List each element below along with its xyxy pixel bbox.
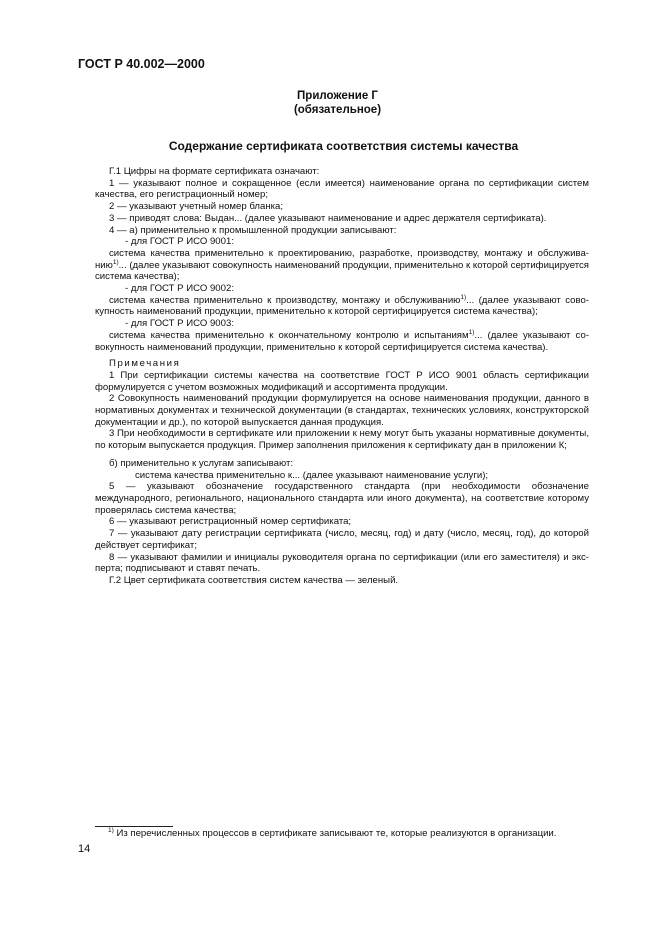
text-9003-part-a: система качества применительно к окончательному контролю и испытаниям xyxy=(109,329,469,341)
text-9003-part-b: ... (далее указывают совокупность наименований продукции, применительно к которой сертифицируется система качества). xyxy=(95,329,590,353)
standard-9001-label: - для ГОСТ Р ИСО 9001: xyxy=(125,236,234,248)
text-9001-part-b: ... (далее указывают совокупность наименований продукции, применительно к которой сертифицируется система качества); xyxy=(95,259,589,283)
paragraph-services: система качества применительно к... (далее указывают наименование услуги); xyxy=(135,469,489,481)
annex-status: (обязательное) xyxy=(293,104,382,116)
paragraph-9002 xyxy=(95,295,589,318)
footnote-text: Из перечисленных процессов в сертификате записывают те, которые реализуются в организации. xyxy=(113,828,557,839)
paragraph-g1: Г.1 Цифры на формате сертификата означают: xyxy=(109,166,320,177)
paragraph-item-4b: б) применительно к услугам записывают: xyxy=(109,457,294,469)
notes-title: Примечания xyxy=(109,358,181,370)
note-1: 1 При сертификации системы качества на соответствие ГОСТ Р ИСО 9001 область сертификации формулируется с учетом возможных модификаций и ассортимента продукции. xyxy=(95,369,589,393)
text-9001-part-a: система качества применительно к проектированию, разработке, производству, монтажу и обслуживанию xyxy=(95,247,589,271)
paragraph-item-8: 8 — указывают фамилии и инициалы руководителя органа по сертификации (или его заместителя) и эксперта; подписывают и ставят печать. xyxy=(95,551,589,575)
paragraph-item-7: 7 — указывают дату регистрации сертификата (число, месяц, год) и дату (число, месяц, год), до которой действует сертификат; xyxy=(95,528,589,551)
footnote-divider xyxy=(95,826,173,827)
paragraph-item-5: 5 — указывают обозначение государственного стандарта (при необходимости обозначение международного, регионального, национального стандарта или иного документа), на соответствие которому проверялась система качества; xyxy=(95,481,589,516)
paragraph-9003 xyxy=(95,330,589,353)
paragraph-item-4: 4 — а) применительно к промышленной продукции записывают: xyxy=(109,224,397,236)
body-text xyxy=(95,166,589,587)
note-3: 3 При необходимости в сертификате или приложении к нему могут быть указаны нормативные документы, по которым выпускается продукция. Пример заполнения приложения к сертификату дан в приложении К; xyxy=(95,428,589,452)
paragraph-item-1: 1 — указывают полное и сокращенное (если имеется) наименование органа по сертификации систем качества, его регистрационный номер; xyxy=(95,177,589,201)
paragraph-item-6: 6 — указывают регистрационный номер сертификата; xyxy=(109,516,352,528)
annex-title-block xyxy=(0,89,661,117)
text-9002-part-b: ... (далее указывают совокупность наименований продукции, применительно к которой сертифицируется система качества); xyxy=(95,294,589,318)
paragraph-9001 xyxy=(95,248,589,283)
section-heading-text: Содержание сертификата соответствия системы качества xyxy=(168,139,519,153)
standard-9003-label: - для ГОСТ Р ИСО 9003: xyxy=(125,318,234,330)
footnote xyxy=(108,828,588,839)
standard-9002-label: - для ГОСТ Р ИСО 9002: xyxy=(125,283,234,295)
paragraph-g2: Г.2 Цвет сертификата соответствия систем качества — зеленый. xyxy=(109,574,399,586)
annex-title: Приложение Г xyxy=(297,90,378,102)
paragraph-item-3: 3 — приводят слова: Выдан... (далее указывают наименование и адрес держателя сертификата). xyxy=(109,212,547,224)
paragraph-item-2: 2 — указывают учетный номер бланка; xyxy=(109,201,284,213)
text-9002-part-a: система качества применительно к производству, монтажу и обслуживанию xyxy=(109,294,461,306)
document-code: ГОСТ Р 40.002—2000 xyxy=(78,57,205,71)
footnote-ref: 1) xyxy=(468,328,475,336)
note-2: 2 Совокупность наименований продукции формулируется на основе наименования продукции, данного в нормативных документах и технической документации (в стандартах, технических условиях, конструкторской документации и др.), по которой выпускается данная продукция. xyxy=(95,393,589,428)
footnote-marker: 1) xyxy=(108,826,114,834)
footnote-ref: 1) xyxy=(460,293,467,301)
section-heading xyxy=(0,139,661,153)
page-number: 14 xyxy=(78,843,91,855)
footnote-ref: 1) xyxy=(112,258,119,266)
